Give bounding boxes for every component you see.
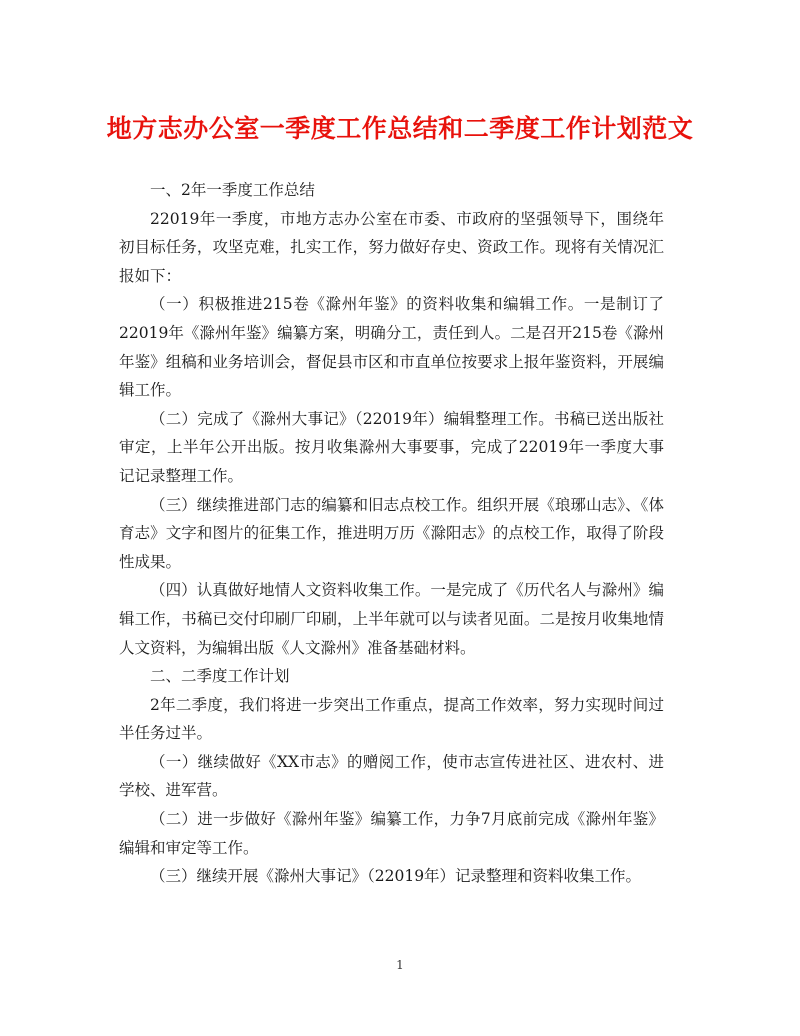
paragraph-item-1: （一）积极推进215卷《滁州年鉴》的资料收集和编辑工作。一是制订了22019年《滁州年鉴》编纂方案，明确分工，责任到人。二是召开215卷《滁州年鉴》组稿和业务培训会，督促县市区和市直单位按要求上报年鉴资料，开展编辑工作。 <box>119 295 664 400</box>
paragraph-item-3: （三）继续推进部门志的编纂和旧志点校工作。组织开展《琅琊山志》、《体育志》文字和图片的征集工作，推进明万历《滁阳志》的点校工作，取得了阶段性成果。 <box>119 495 664 571</box>
document-title: 地方志办公室一季度工作总结和二季度工作计划范文 <box>106 114 694 143</box>
paragraph-intro: 22019年一季度，市地方志办公室在市委、市政府的坚强领导下，围绕年初目标任务，攻坚克难，扎实工作，努力做好存史、资政工作。现将有关情况汇报如下： <box>119 209 664 285</box>
page-number: 1 <box>396 958 404 972</box>
paragraph-plan-3: （三）继续开展《滁州大事记》（22019年）记录整理和资料收集工作。 <box>150 867 642 886</box>
paragraph-item-2: （二）完成了《滁州大事记》（22019年）编辑整理工作。书稿已送出版社审定，上半年公开出版。按月收集滁州大事要事，完成了22019年一季度大事记记录整理工作。 <box>119 409 664 485</box>
section-heading-plan: 二、二季度工作计划 <box>150 667 290 686</box>
paragraph-plan-1: （一）继续做好《XX市志》的赠阅工作，使市志宣传进社区、进农村、进学校、进军营。 <box>119 752 664 800</box>
document-body <box>119 176 664 891</box>
paragraph-plan-intro: 2年二季度，我们将进一步突出工作重点，提高工作效率，努力实现时间过半任务过半。 <box>119 695 664 743</box>
paragraph-plan-2: （二）进一步做好《滁州年鉴》编纂工作，力争7月底前完成《滁州年鉴》编辑和审定等工作。 <box>119 810 664 857</box>
section-heading-summary: 一、2年一季度工作总结 <box>150 181 315 199</box>
paragraph-item-4: （四）认真做好地情人文资料收集工作。一是完成了《历代名人与滁州》编辑工作，书稿已交付印刷厂印刷，上半年就可以与读者见面。二是按月收集地情人文资料，为编辑出版《人文滁州》准备基础材料。 <box>119 581 664 657</box>
